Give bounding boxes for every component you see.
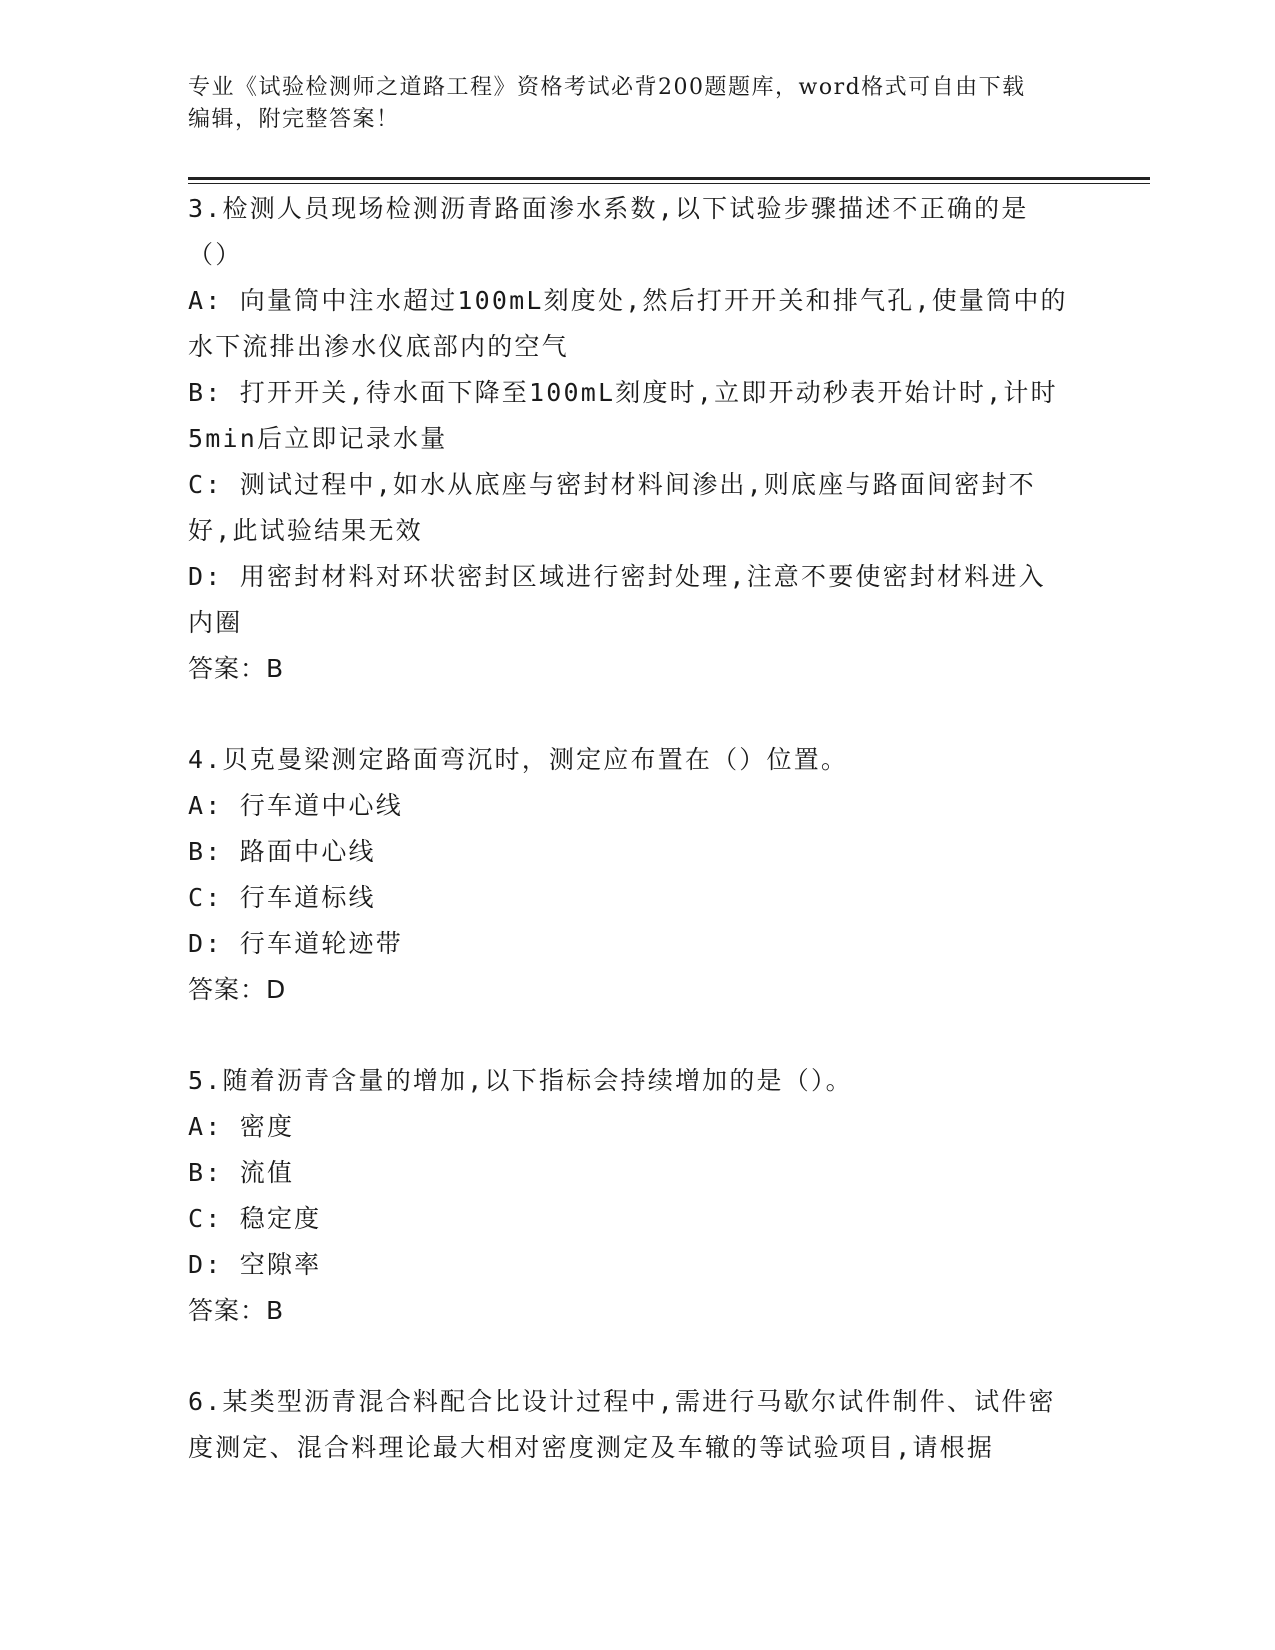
question-6 bbox=[188, 1379, 1068, 1471]
document-header bbox=[188, 72, 1068, 136]
option-a: A: 密度 bbox=[188, 1112, 295, 1141]
question-stem: 4.贝克曼梁测定路面弯沉时，测定应布置在（）位置。 bbox=[188, 745, 849, 774]
option-a: A: 行车道中心线 bbox=[188, 791, 403, 820]
option-b: B: 流值 bbox=[188, 1158, 295, 1187]
answer-label: 答案：B bbox=[188, 1296, 285, 1325]
question-3 bbox=[188, 186, 1068, 692]
option-a: A: 向量筒中注水超过100mL刻度处,然后打开开关和排气孔,使量筒中的水下流排出渗水仪底部内的空气 bbox=[188, 286, 1068, 361]
question-5 bbox=[188, 1058, 1068, 1334]
option-d: D: 用密封材料对环状密封区域进行密封处理,注意不要使密封材料进入内圈 bbox=[188, 562, 1046, 637]
header-line-1: 专业《试验检测师之道路工程》资格考试必背200题题库，word格式可自由下载 bbox=[188, 75, 1026, 100]
question-stem: 6.某类型沥青混合料配合比设计过程中,需进行马歇尔试件制件、试件密度测定、混合料理论最大相对密度测定及车辙的等试验项目,请根据 bbox=[188, 1387, 1056, 1462]
option-b: B: 路面中心线 bbox=[188, 837, 376, 866]
option-c: C: 行车道标线 bbox=[188, 883, 376, 912]
header-divider-thick bbox=[188, 177, 1150, 180]
question-list bbox=[188, 186, 1068, 1516]
option-c: C: 测试过程中,如水从底座与密封材料间渗出,则底座与路面间密封不好,此试验结果无效 bbox=[188, 470, 1036, 545]
question-4 bbox=[188, 737, 1068, 1013]
option-d: D: 空隙率 bbox=[188, 1250, 322, 1279]
option-b: B: 打开开关,待水面下降至100mL刻度时,立即开动秒表开始计时,计时5min后立即记录水量 bbox=[188, 378, 1058, 453]
answer-label: 答案：D bbox=[188, 975, 287, 1004]
header-line-2: 编辑，附完整答案！ bbox=[188, 107, 400, 132]
question-stem: 5.随着沥青含量的增加,以下指标会持续增加的是（）。 bbox=[188, 1066, 853, 1095]
option-d: D: 行车道轮迹带 bbox=[188, 929, 403, 958]
question-stem: 3.检测人员现场检测沥青路面渗水系数,以下试验步骤描述不正确的是（） bbox=[188, 194, 1029, 269]
header-divider-thin bbox=[188, 183, 1150, 184]
option-c: C: 稳定度 bbox=[188, 1204, 322, 1233]
answer-label: 答案：B bbox=[188, 654, 285, 683]
